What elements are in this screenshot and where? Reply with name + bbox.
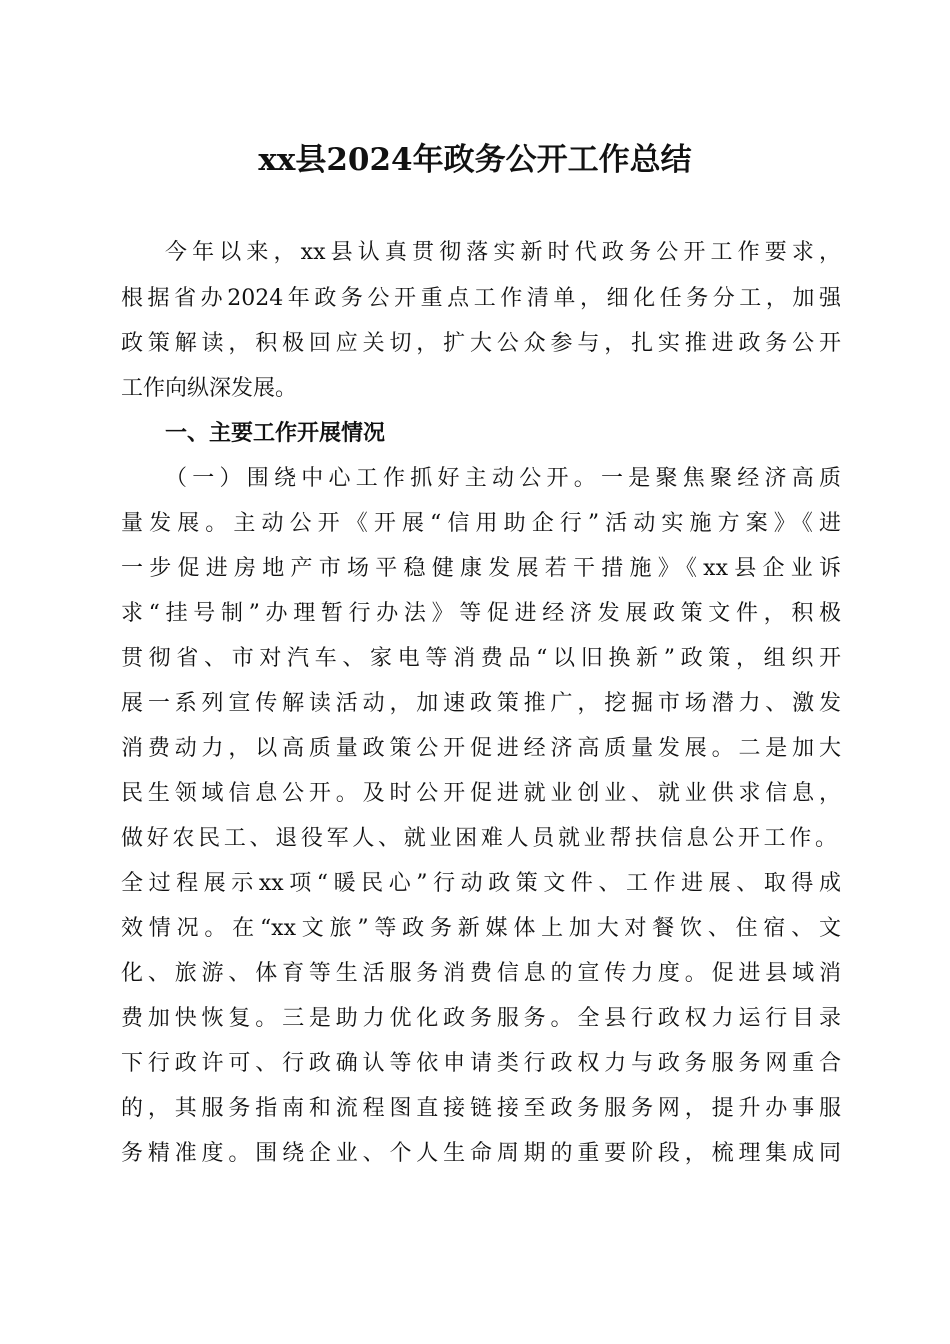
- document-title: xx县2024年政务公开工作总结: [258, 142, 692, 178]
- body-line: 务精准度。围绕企业、个人生命周期的重要阶段，梳理集成同: [121, 1141, 841, 1166]
- section-heading: 一、主要工作开展情况: [165, 421, 386, 446]
- intro-line: 工作向纵深发展。: [121, 376, 298, 401]
- intro-line: 政策解读，积极回应关切，扩大公众参与，扎实推进政务公开: [121, 331, 841, 356]
- body-line: 全过程展示xx项“暖民心”行动政策文件、工作进展、取得成: [121, 871, 841, 896]
- body-line: 一步促进房地产市场平稳健康发展若干措施》《xx县企业诉: [121, 556, 841, 581]
- intro-line: 根据省办2024年政务公开重点工作清单，细化任务分工，加强: [121, 286, 841, 311]
- body-line: 效情况。在“xx文旅”等政务新媒体上加大对餐饮、住宿、文: [121, 916, 841, 941]
- body-line: 下行政许可、行政确认等依申请类行政权力与政务服务网重合: [121, 1051, 841, 1076]
- body-line: 的，其服务指南和流程图直接链接至政务服务网，提升办事服: [121, 1096, 841, 1121]
- body-line: 民生领域信息公开。及时公开促进就业创业、就业供求信息，: [121, 781, 841, 806]
- body-line: 费加快恢复。三是助力优化政务服务。全县行政权力运行目录: [121, 1006, 841, 1031]
- intro-line: 今年以来，xx县认真贯彻落实新时代政务公开工作要求，: [165, 240, 841, 265]
- body-line: 展一系列宣传解读活动，加速政策推广，挖掘市场潜力、激发: [121, 691, 841, 716]
- body-line: 量发展。主动公开《开展“信用助企行”活动实施方案》《进: [121, 511, 841, 536]
- body-line: （一）围绕中心工作抓好主动公开。一是聚焦聚经济高质: [165, 466, 841, 491]
- body-line: 化、旅游、体育等生活服务消费信息的宣传力度。促进县域消: [121, 961, 841, 986]
- body-line: 消费动力，以高质量政策公开促进经济高质量发展。二是加大: [121, 736, 841, 761]
- body-line: 求“挂号制”办理暂行办法》等促进经济发展政策文件，积极: [121, 601, 841, 626]
- body-line: 贯彻省、市对汽车、家电等消费品“以旧换新”政策，组织开: [121, 646, 841, 671]
- body-line: 做好农民工、退役军人、就业困难人员就业帮扶信息公开工作。: [121, 826, 837, 851]
